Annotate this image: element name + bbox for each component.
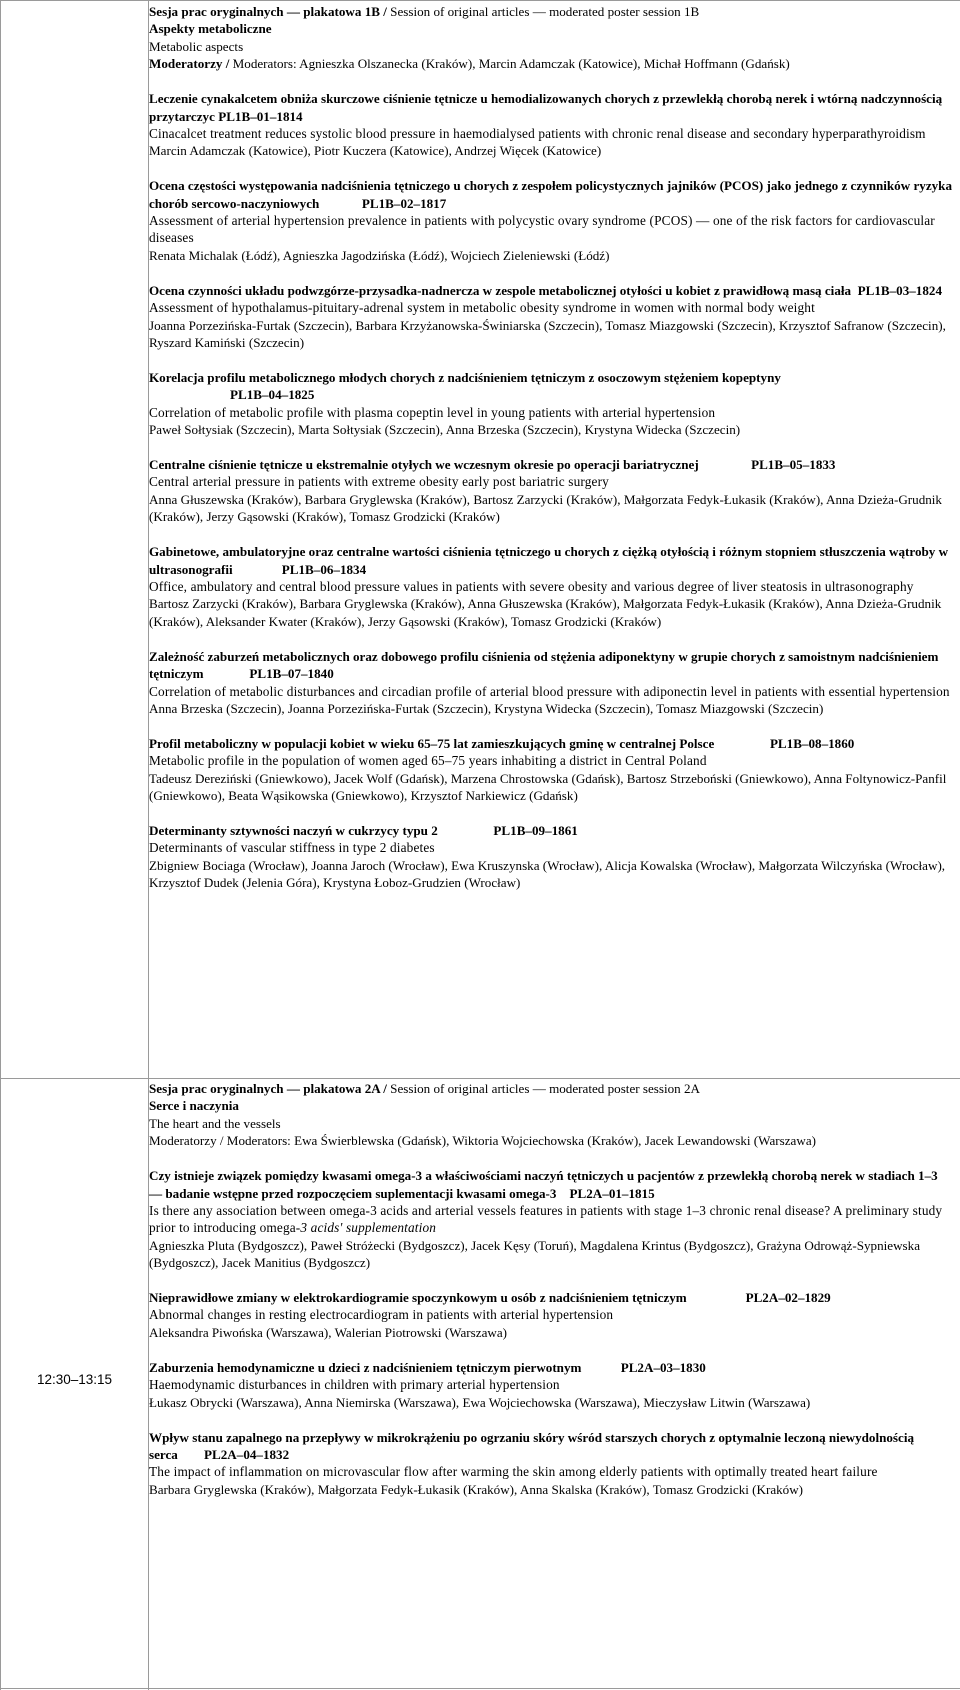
entry-code: PL2A–04–1832 <box>204 1446 290 1462</box>
entry-code: PL1B–03–1824 <box>857 282 942 298</box>
session-title-pl: Sesja prac oryginalnych — plakatowa 2A / <box>149 1081 387 1096</box>
entry-title-pl <box>149 90 952 125</box>
abstract-entry <box>149 1359 952 1411</box>
entry-title-pl <box>149 1359 952 1376</box>
entry-authors: Anna Brzeska (Szczecin), Joanna Porzezińska-Furtak (Szczecin), Krystyna Widecka (Szczecin), Tomasz Miazgowski (Szczecin) <box>149 700 824 716</box>
entry-title-pl-text: Nieprawidłowe zmiany w elektrokardiogramie spoczynkowym u osób z nadciśnieniem tętniczym <box>149 1290 687 1306</box>
entry-title-pl <box>149 822 952 839</box>
entry-title-en: Metabolic profile in the population of women aged 65–75 years inhabiting a district in Central Poland <box>149 753 707 769</box>
entry-title-pl <box>149 1429 952 1464</box>
entry-authors: Łukasz Obrycki (Warszawa), Anna Niemirska (Warszawa), Ewa Wojciechowska (Warszawa), Mieczysław Litwin (Warszawa) <box>149 1394 811 1410</box>
entry-title-en: Assessment of arterial hypertension prevalence in patients with polycystic ovary syndrome (PCOS) — one of the risk factors for cardiovascular diseases <box>149 213 935 246</box>
entry-title-pl <box>149 1289 952 1306</box>
entry-title-pl <box>149 456 952 473</box>
entry-title-en: Cinacalcet treatment reduces systolic blood pressure in haemodialysed patients with chronic renal disease and secondary hyperparathyroidism <box>149 125 926 141</box>
entry-authors: Paweł Sołtysiak (Szczecin), Marta Sołtysiak (Szczecin), Anna Brzeska (Szczecin), Krystyna Widecka (Szczecin) <box>149 422 741 438</box>
entry-title-pl-text: Determinanty sztywności naczyń w cukrzycy typu 2 <box>149 822 438 838</box>
entry-title-pl <box>149 735 952 752</box>
entry-code: PL1B–05–1833 <box>751 457 836 473</box>
session-1b <box>149 3 952 892</box>
abstract-entry <box>149 282 952 352</box>
entry-title-en-italic: 3 acids' supplementation <box>300 1220 437 1236</box>
entry-title-en: Haemodynamic disturbances in children with primary arterial hypertension <box>149 1377 560 1393</box>
entry-title-en: Determinants of vascular stiffness in type 2 diabetes <box>149 840 435 856</box>
entry-title-en: Central arterial pressure in patients with extreme obesity early post bariatric surgery <box>149 474 609 490</box>
entry-title-pl-text: Profil metaboliczny w populacji kobiet w wieku 65–75 lat zamieszkujących gminę w centralnej Polsce <box>149 735 715 751</box>
entry-code: PL1B–06–1834 <box>281 561 367 577</box>
session-moderators <box>149 55 952 72</box>
entry-title-pl-text: Wpływ stanu zapalnego na przepływy w mikrokrążeniu po ogrzaniu skóry wśród starszych chorych z optymalnie leczoną niewydolnością serca <box>149 1429 915 1462</box>
moderators-label: Moderatorzy / <box>149 56 230 72</box>
entry-code: PL1B–01–1814 <box>218 108 303 124</box>
table-left-border <box>0 0 1 1690</box>
entry-title-en: Office, ambulatory and central blood pressure values in patients with severe obesity and various degree of liver steatosis in ultrasonography <box>149 578 914 594</box>
abstract-entry <box>149 648 952 718</box>
entry-title-en: Assessment of hypothalamus-pituitary-adrenal system in metabolic obesity syndrome in women with normal body weight <box>149 300 815 316</box>
entry-title-pl-text: Ocena częstości występowania nadciśnienia tętniczego u chorych z zespołem policystycznych jajników (PCOS) jako jednego z czynników ryzyka chorób sercowo-naczyniowych <box>149 178 953 211</box>
session-title <box>149 3 952 20</box>
entry-title-pl-text: Leczenie cynakalcetem obniża skurczowe ciśnienie tętnicze u hemodializowanych chorych z przewlekłą chorobą nerek i wtórną nadczynnością przytarczyc <box>149 91 943 124</box>
session-time: 12:30–13:15 <box>36 1372 113 1387</box>
entry-authors: Agnieszka Pluta (Bydgoszcz), Paweł Stróżecki (Bydgoszcz), Jacek Kęsy (Toruń), Magdalena Krintus (Bydgoszcz), Grażyna Odrowąż-Sypniewska (Bydgoszcz), Jacek Manitius (Bydgoszcz) <box>149 1237 921 1271</box>
session-topic-pl: Serce i naczynia <box>149 1098 239 1114</box>
entry-title-en <box>149 1202 952 1237</box>
abstract-entry <box>149 1289 952 1341</box>
entry-authors: Joanna Porzezińska-Furtak (Szczecin), Barbara Krzyżanowska-Świniarska (Szczecin), Tomasz Miazgowski (Szczecin), Krzysztof Safranow (Szczecin), Ryszard Kamiński (Szczecin) <box>149 317 946 350</box>
entry-code: PL1B–07–1840 <box>249 666 334 682</box>
entry-title-pl <box>149 282 952 299</box>
entry-title-pl-text: Zaburzenia hemodynamiczne u dzieci z nadciśnieniem tętniczym pierwotnym <box>149 1359 582 1375</box>
entry-authors: Bartosz Zarzycki (Kraków), Barbara Gryglewska (Kraków), Anna Głuszewska (Kraków), Małgorzata Fedyk-Łukasik (Kraków), Anna Dzieża-Grudnik (Kraków), Aleksander Kwater (Kraków), Jerzy Gąsowski (Kraków), Tomasz Grodzicki (Kraków) <box>149 596 942 629</box>
entry-title-pl-text: Czy istnieje związek pomiędzy kwasami omega-3 a właściwościami naczyń tętniczych u pacjentów z przewlekłą chorobą nerek w stadiach 1–3 — badanie wstępne przed rozpoczęciem suplementacji kwasami omega-3 <box>149 1168 938 1201</box>
entry-title-pl-text: Ocena czynności układu podwzgórze-przysadka-nadnercza w zespole metabolicznej otyłości u kobiet z prawidłową masą ciała <box>149 282 852 298</box>
session-topic-en: Metabolic aspects <box>149 38 244 54</box>
table-row-divider <box>0 1078 960 1079</box>
entry-code: PL1B–09–1861 <box>493 822 578 838</box>
entry-code: PL2A–02–1829 <box>745 1290 831 1306</box>
session-title-en: Session of original articles — moderated poster session 2A <box>386 1081 700 1096</box>
entry-title-en: Abnormal changes in resting electrocardiogram in patients with arterial hypertension <box>149 1307 614 1323</box>
entry-code: PL1B–02–1817 <box>361 195 447 211</box>
entry-authors: Marcin Adamczak (Katowice), Piotr Kuczera (Katowice), Andrzej Więcek (Katowice) <box>149 143 602 159</box>
abstract-entry <box>149 1167 952 1271</box>
entry-title-pl <box>149 177 952 212</box>
entry-code: PL2A–01–1815 <box>569 1185 655 1201</box>
entry-authors: Tadeusz Dereziński (Gniewkowo), Jacek Wolf (Gdańsk), Marzena Chrostowska (Gdańsk), Bartosz Strzeboński (Gniewkowo), Anna Foltynowicz-Panfil (Gniewkowo), Beata Wąsikowska (Gniewkowo), Krzysztof Narkiewicz (Gdańsk) <box>149 770 947 804</box>
entry-authors: Aleksandra Piwońska (Warszawa), Walerian Piotrowski (Warszawa) <box>149 1324 508 1340</box>
session-title-pl: Sesja prac oryginalnych — plakatowa 1B / <box>149 4 387 19</box>
abstract-entry <box>149 1429 952 1499</box>
entry-code: PL2A–03–1830 <box>620 1359 706 1375</box>
entry-title-pl <box>149 369 952 404</box>
table-top-border <box>0 0 960 1</box>
abstract-entry <box>149 543 952 630</box>
session-topic-en: The heart and the vessels <box>149 1115 281 1131</box>
entry-title-pl-text: Gabinetowe, ambulatoryjne oraz centralne wartości ciśnienia tętniczego u chorych z ciężką otyłością i różnym stopniem stłuszczenia wątroby w ultrasonografii <box>149 544 949 577</box>
abstract-entry <box>149 90 952 160</box>
entry-authors: Zbigniew Bociaga (Wrocław), Joanna Jaroch (Wrocław), Ewa Kruszynska (Wrocław), Alicja Kowalska (Wrocław), Małgorzata Wilczyńska (Wrocław), Krzysztof Dudek (Jelenia Góra), Krystyna Łoboz-Grudzien (Wrocław) <box>149 857 946 891</box>
entry-title-en: Correlation of metabolic profile with plasma copeptin level in young patients with arterial hypertension <box>149 404 716 420</box>
entry-authors: Renata Michalak (Łódź), Agnieszka Jagodzińska (Łódź), Wojciech Zieleniewski (Łódź) <box>149 247 610 263</box>
entry-title-pl <box>149 543 952 578</box>
entry-title-en-text: Is there any association between omega-3 acids and arterial vessels features in patients with stage 1–3 chronic renal disease? A preliminary study prior to introducing omega- <box>149 1202 943 1236</box>
entry-authors: Barbara Gryglewska (Kraków), Małgorzata Fedyk-Łukasik (Kraków), Anna Skalska (Kraków), Tomasz Grodzicki (Kraków) <box>149 1481 804 1497</box>
session-title-en: Session of original articles — moderated poster session 1B <box>386 4 700 19</box>
abstract-entry <box>149 822 952 892</box>
session-title <box>149 1080 952 1097</box>
moderators-list: Moderators: Agnieszka Olszanecka (Kraków), Marcin Adamczak (Katowice), Michał Hoffmann (Gdańsk) <box>229 56 790 72</box>
session-moderators: Moderatorzy / Moderators: Ewa Świerblewska (Gdańsk), Wiktoria Wojciechowska (Kraków), Jacek Lewandowski (Warszawa) <box>149 1133 816 1149</box>
abstract-entry <box>149 735 952 805</box>
entry-title-pl <box>149 1167 952 1202</box>
entry-title-pl <box>149 648 952 683</box>
entry-title-pl-text: Zależność zaburzeń metabolicznych oraz dobowego profilu ciśnienia od stężenia adiponektyny w grupie chorych z samoistnym nadciśnieniem tętniczym <box>149 648 939 682</box>
entry-code: PL1B–04–1825 <box>230 387 315 403</box>
session-2a <box>149 1080 952 1498</box>
entry-title-en: The impact of inflammation on microvascular flow after warming the skin among elderly patients with optimally treated heart failure <box>149 1464 878 1480</box>
entry-title-en: Correlation of metabolic disturbances and circadian profile of arterial blood pressure with adiponectin level in patients with essential hypertension <box>149 683 950 699</box>
entry-title-pl-text: Korelacja profilu metabolicznego młodych chorych z nadciśnieniem tętniczym z osoczowym stężeniem kopeptyny <box>149 369 781 385</box>
session-topic-pl: Aspekty metaboliczne <box>149 21 272 37</box>
abstract-entry <box>149 369 952 439</box>
entry-authors: Anna Głuszewska (Kraków), Barbara Gryglewska (Kraków), Bartosz Zarzycki (Kraków), Małgorzata Fedyk-Łukasik (Kraków), Anna Dzieża-Grudnik (Kraków), Jerzy Gąsowski (Kraków), Tomasz Grodzicki (Kraków) <box>149 491 942 525</box>
abstract-entry <box>149 177 952 264</box>
abstract-entry <box>149 456 952 526</box>
table-bottom-border <box>0 1688 960 1689</box>
entry-code: PL1B–08–1860 <box>769 735 855 751</box>
entry-title-pl-text: Centralne ciśnienie tętnicze u ekstremalnie otyłych we wczesnym okresie po operacji bariatrycznej <box>149 457 699 473</box>
